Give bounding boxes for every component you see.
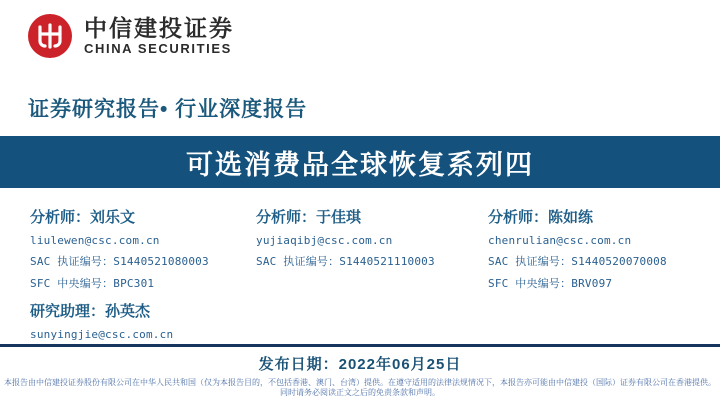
assistant-name: 研究助理：孙英杰 xyxy=(30,303,151,320)
assistant-email: sunyingjie@csc.com.cn xyxy=(30,328,174,341)
analyst-name: 分析师：于佳琪 xyxy=(256,209,362,226)
analyst-sac-number: SAC 执证编号：S1440520070008 xyxy=(488,255,667,268)
analyst-sfc-number: SFC 中央编号：BRV097 xyxy=(488,277,613,290)
analyst-card xyxy=(256,206,488,297)
disclaimer xyxy=(2,378,718,398)
analyst-card xyxy=(488,206,690,297)
company-name-cn: 中信建投证券 xyxy=(84,15,234,42)
publish-date: 发布日期：2022年06月25日 xyxy=(258,356,462,373)
analyst-sfc-number: SFC 中央编号：BPC301 xyxy=(30,277,155,290)
company-name-en: CHINA SECURITIES xyxy=(84,41,232,57)
logo-text xyxy=(84,16,234,56)
assistant-card xyxy=(30,300,173,347)
disclaimer-line-2: 同时请务必阅读正文之后的免责条款和声明。 xyxy=(280,388,440,397)
analyst-email: yujiaqibj@csc.com.cn xyxy=(256,234,393,247)
analyst-name: 分析师：刘乐文 xyxy=(30,209,136,226)
disclaimer-line-1: 本报告由中信建投证券股份有限公司在中华人民共和国（仅为本报告目的，不包括香港、澳门、台湾）提供。在遵守适用的法律法规情况下，本报告亦可能由中信建投（国际）证券有限公司在香港提供。 xyxy=(4,378,716,387)
analyst-card xyxy=(30,206,256,297)
company-logo xyxy=(26,12,234,60)
analyst-sac-number: SAC 执证编号：S1440521080003 xyxy=(30,255,209,268)
report-type-heading: 证券研究报告• 行业深度报告 xyxy=(28,98,308,121)
analyst-email: chenrulian@csc.com.cn xyxy=(488,234,632,247)
horizontal-divider xyxy=(0,344,720,347)
analysts-section xyxy=(30,206,690,297)
title-banner xyxy=(0,136,720,188)
analyst-name: 分析师：陈如练 xyxy=(488,209,594,226)
report-title: 可选消费品全球恢复系列四 xyxy=(186,149,534,180)
analyst-email: liulewen@csc.com.cn xyxy=(30,234,160,247)
citic-emblem-icon xyxy=(26,12,74,60)
analyst-sac-number: SAC 执证编号：S1440521110003 xyxy=(256,255,435,268)
